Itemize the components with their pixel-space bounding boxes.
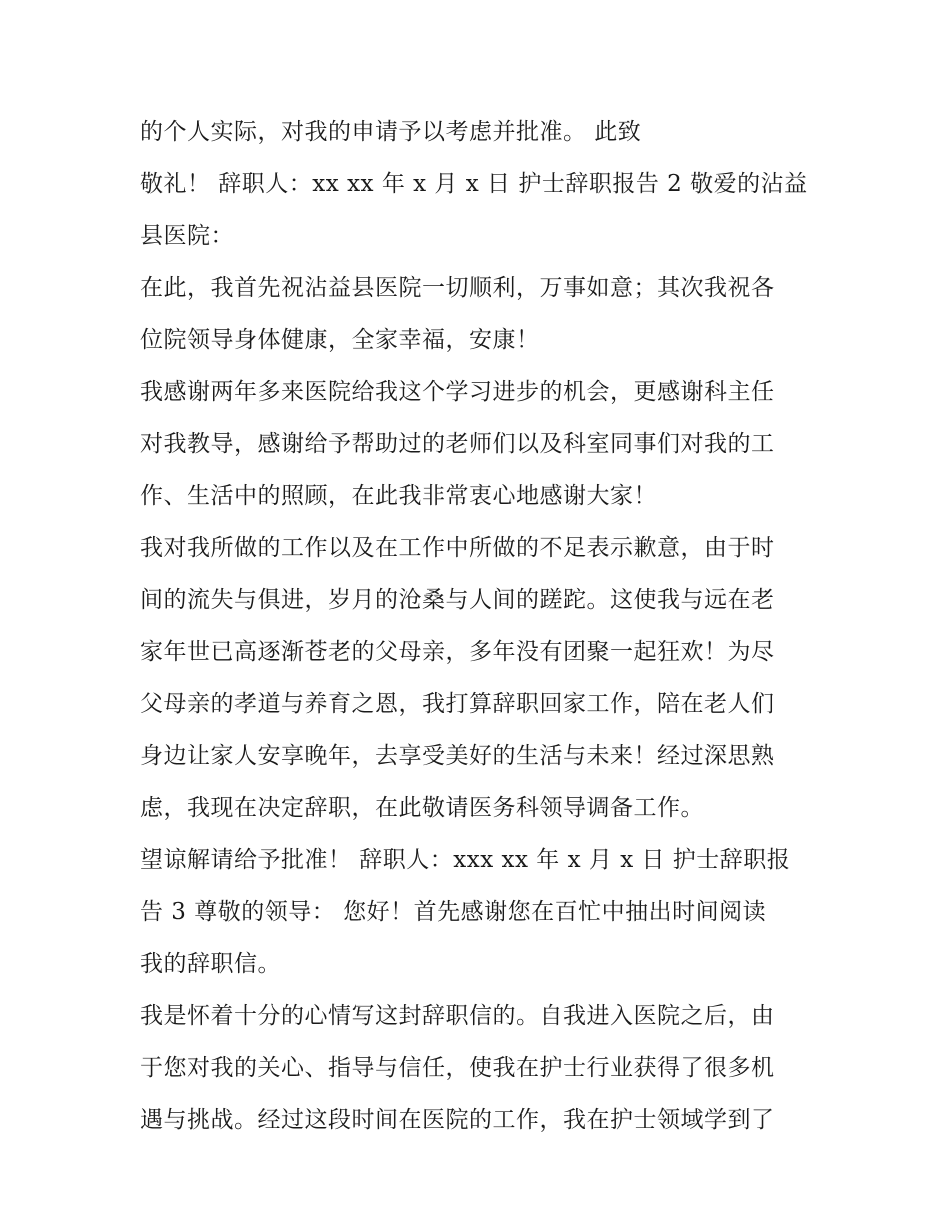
text-line: 望谅解请给予批准！ 辞职人：xxx xx 年 x 月 x 日 护士辞职报	[140, 847, 791, 873]
text-line: 虑，我现在决定辞职，在此敬请医务科领导调备工作。	[140, 795, 704, 821]
text-line: 作、生活中的照顾，在此我非常衷心地感谢大家！	[140, 483, 657, 509]
text-line: 在此，我首先祝沾益县医院一切顺利，万事如意；其次我祝各	[140, 275, 775, 301]
text-line: 父母亲的孝道与养育之恩，我打算辞职回家工作，陪在老人们	[140, 691, 775, 717]
text-line: 于您对我的关心、指导与信任，使我在护士行业获得了很多机	[140, 1055, 775, 1081]
text-line: 敬礼！ 辞职人：xx xx 年 x 月 x 日 护士辞职报告 2 敬爱的沾益	[140, 171, 808, 197]
text-line: 对我教导，感谢给予帮助过的老师们以及科室同事们对我的工	[140, 431, 775, 457]
text-line: 遇与挑战。经过这段时间在医院的工作，我在护士领域学到了	[140, 1107, 775, 1133]
text-line: 县医院：	[140, 223, 234, 249]
text-line: 我是怀着十分的心情写这封辞职信的。自我进入医院之后，由	[140, 1003, 775, 1029]
text-line: 位院领导身体健康，全家幸福，安康！	[140, 327, 540, 353]
text-line: 间的流失与俱进，岁月的沧桑与人间的蹉跎。这使我与远在老	[140, 587, 775, 613]
text-line: 的个人实际，对我的申请予以考虑并批准。 此致	[140, 119, 642, 145]
text-line: 身边让家人安享晚年，去享受美好的生活与未来！经过深思熟	[140, 743, 775, 769]
text-line: 我感谢两年多来医院给我这个学习进步的机会，更感谢科主任	[140, 379, 775, 405]
text-line: 我的辞职信。	[140, 951, 281, 977]
text-line: 告 3 尊敬的领导： 您好！首先感谢您在百忙中抽出时间阅读	[140, 899, 767, 925]
text-line: 家年世已高逐渐苍老的父母亲，多年没有团聚一起狂欢！为尽	[140, 639, 775, 665]
text-line: 我对我所做的工作以及在工作中所做的不足表示歉意，由于时	[140, 535, 775, 561]
document-body	[140, 106, 820, 1146]
